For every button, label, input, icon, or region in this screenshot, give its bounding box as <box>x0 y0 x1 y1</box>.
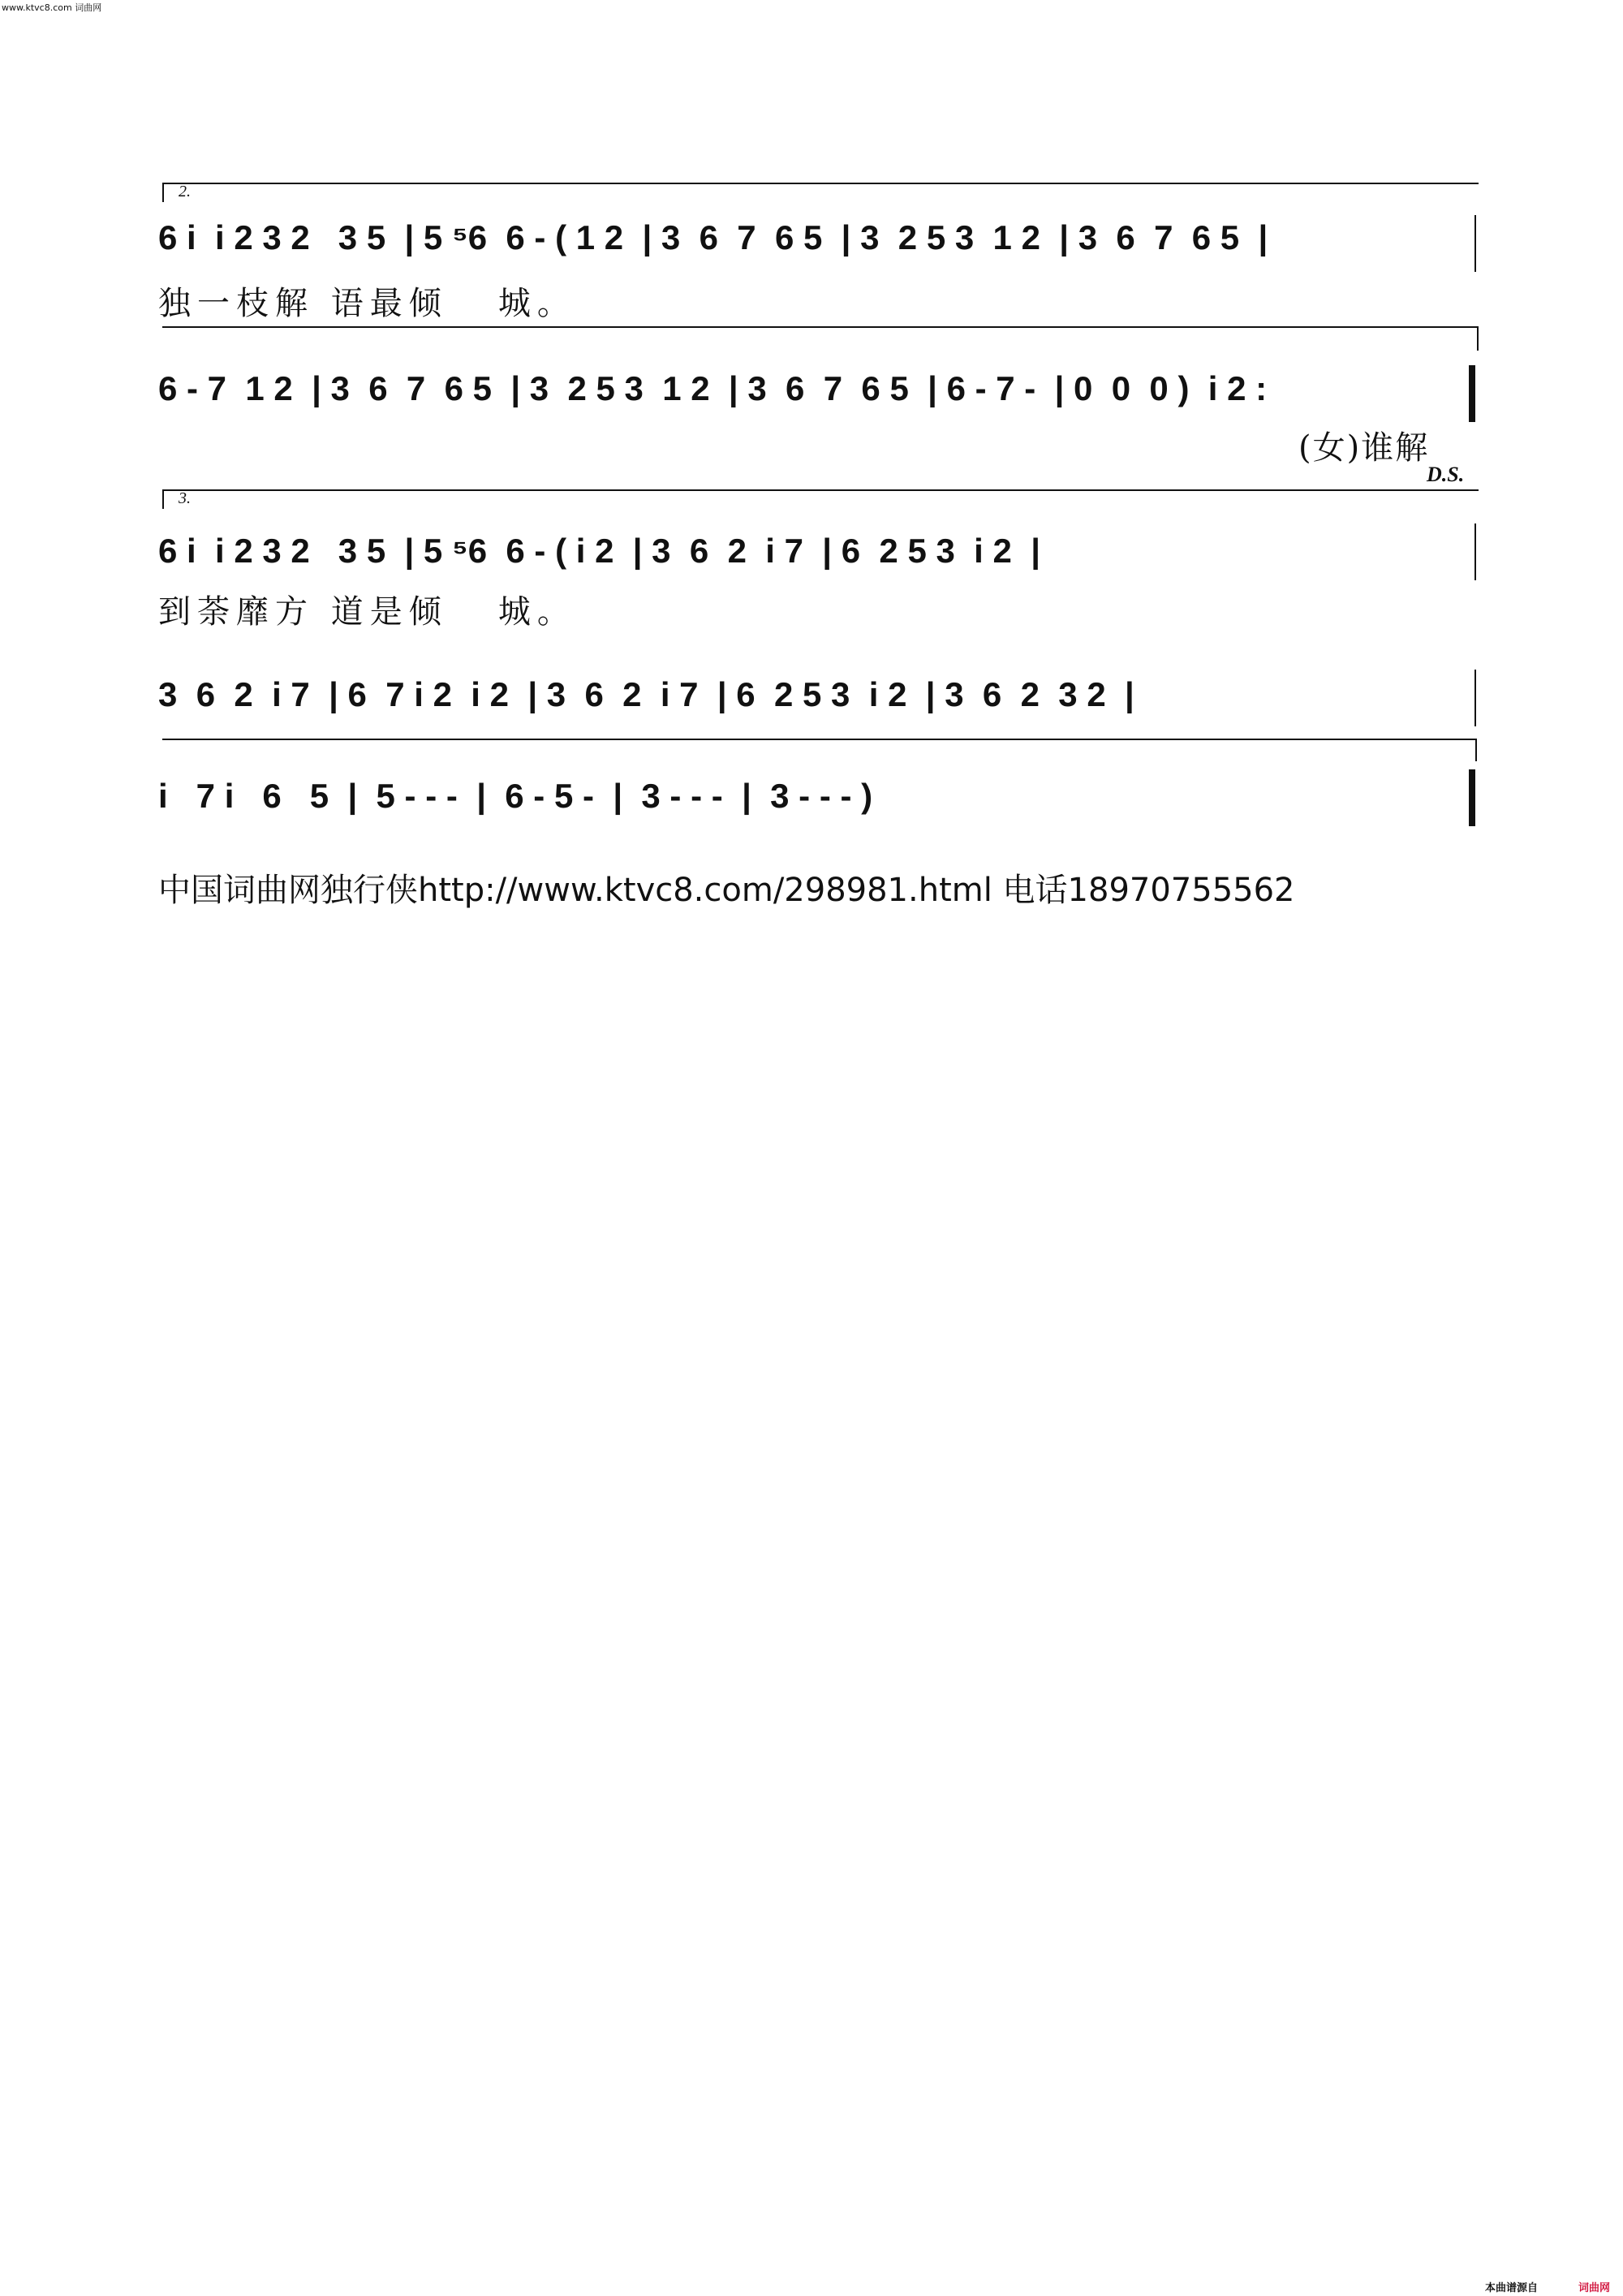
corner-source-label: 本曲谱源自 <box>1485 2282 1539 2294</box>
end-barline <box>1474 215 1476 272</box>
volta-bracket-2 <box>162 183 1479 202</box>
score-line-4: 3 6 2 i 7 | 6 7 i 2 i 2 | 3 6 2 i 7 | 6 2 5 3 i 2 | 3 6 2 3 2 | <box>158 675 1134 713</box>
ds-marking: D.S. <box>1427 463 1465 486</box>
footer-credit: 中国词曲网独行侠http://www.ktvc8.com/298981.html 电话18970755562 <box>158 872 1295 909</box>
volta-bracket-3 <box>162 489 1479 509</box>
site-watermark: www.ktvc8.com 词曲网 <box>2 2 102 13</box>
repeat-end-barline <box>1469 365 1475 422</box>
end-barline <box>1474 670 1476 726</box>
lyrics-line-3: 到荼靡方 道是倾 城。 <box>158 593 576 631</box>
system-line <box>162 739 1477 740</box>
volta-label: 3. <box>179 489 191 507</box>
score-line-1: 6 i i 2 3 2 3 5 | 5 ⁵6 6 - ( 1 2 | 3 6 7 6 5 | 3 2 5 3 1 2 | 3 6 7 6 5 | <box>158 218 1268 256</box>
corner-site-label: 词曲网 <box>1578 2282 1611 2294</box>
volta-label: 2. <box>179 183 191 200</box>
system-bracket <box>1459 739 1477 761</box>
end-barline <box>1474 523 1476 580</box>
final-barline <box>1469 769 1475 826</box>
system-bracket <box>162 326 1479 351</box>
score-line-5: i 7 i 6 5 | 5 - - - | 6 - 5 - | 3 - - - | 3 - - - ) <box>158 777 873 815</box>
lyrics-line-1: 独一枝解 语最倾 城。 <box>158 285 576 322</box>
lyrics-line-2: (女)谁解 <box>1298 429 1430 467</box>
score-line-3: 6 i i 2 3 2 3 5 | 5 ⁵6 6 - ( i 2 | 3 6 2 i 7 | 6 2 5 3 i 2 | <box>158 532 1040 570</box>
score-line-2: 6 - 7 1 2 | 3 6 7 6 5 | 3 2 5 3 1 2 | 3 6 7 6 5 | 6 - 7 - | 0 0 0 ) i 2 : <box>158 369 1268 407</box>
